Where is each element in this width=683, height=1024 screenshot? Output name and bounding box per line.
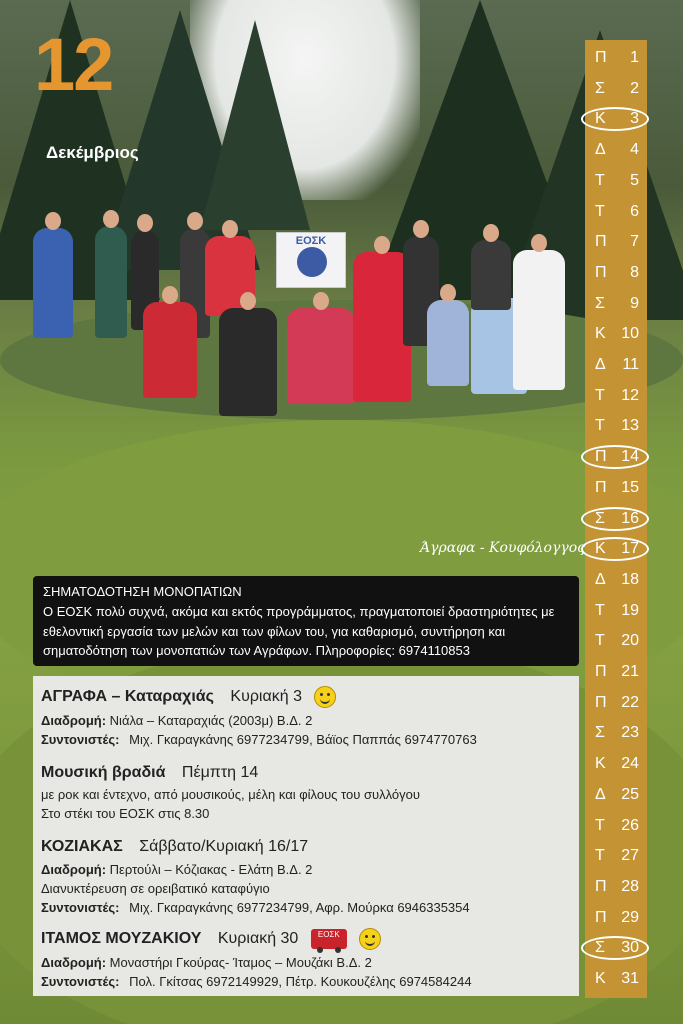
coordinators-text: Μιχ. Γκαραγκάνης 6977234799, Βάϊος Παππάς 6974770763: [129, 732, 477, 747]
hiker: [287, 308, 355, 404]
calendar-day: [585, 934, 647, 964]
event-3-note: Διανυκτέρευση σε ορειβατικό καταφύγιο: [41, 881, 270, 896]
event-1-coordinators: [41, 732, 477, 747]
club-banner: [276, 232, 346, 288]
event-3-coordinators: [41, 900, 470, 915]
route-text: Περτούλι – Κόζιακας - Ελάτη Β.Δ. 2: [109, 862, 313, 877]
event-2-header: [41, 764, 258, 782]
calendar-day: [585, 136, 647, 166]
weekday-letter: Π: [595, 908, 607, 926]
event-circle-mark: [581, 445, 649, 469]
weekday-letter: Δ: [595, 141, 606, 159]
calendar-day: [585, 842, 647, 872]
day-number: 25: [621, 785, 639, 803]
weekday-letter: Τ: [595, 171, 605, 189]
weekday-letter: Τ: [595, 847, 605, 865]
route-label: Διαδρομή:: [41, 955, 107, 970]
day-number: 4: [630, 141, 639, 159]
weekday-letter: Π: [595, 233, 607, 251]
day-number: 26: [621, 816, 639, 834]
calendar-day: [585, 781, 647, 811]
calendar-day: [585, 812, 647, 842]
smiley-icon: [314, 686, 336, 708]
hiker: [219, 308, 277, 416]
calendar-day: [585, 750, 647, 780]
club-emblem-icon: [297, 247, 327, 277]
weekday-letter: Δ: [595, 356, 606, 373]
event-3-title: ΚΟΖΙΑΚΑΣ: [41, 838, 123, 855]
day-number: 23: [621, 724, 639, 742]
event-circle-mark: [581, 507, 649, 531]
day-number: 12: [621, 386, 639, 404]
calendar-day: [585, 904, 647, 934]
day-number: 5: [630, 171, 639, 189]
hiker: [427, 300, 469, 386]
weekday-letter: Π: [595, 448, 607, 466]
weekday-letter: Σ: [595, 724, 605, 742]
weekday-letter: Σ: [595, 939, 605, 957]
coordinators-label: Συντονιστές:: [41, 732, 120, 747]
day-number: 12: [34, 23, 113, 106]
weekday-letter: Τ: [595, 601, 605, 619]
events-panel: [33, 676, 579, 996]
calendar-day: [585, 873, 647, 903]
hiker: [513, 250, 565, 390]
weekday-letter: Π: [595, 478, 607, 496]
calendar-day: [585, 320, 647, 350]
coordinators-text: Μιχ. Γκαραγκάνης 6977234799, Αφρ. Μούρκα 6946335354: [129, 900, 470, 915]
hiker: [471, 240, 511, 310]
day-number: 14: [621, 448, 639, 466]
weekday-letter: Τ: [595, 417, 605, 435]
calendar-day: [585, 44, 647, 74]
calendar-day: [585, 167, 647, 197]
calendar-day: [585, 382, 647, 412]
weekday-letter: Σ: [595, 509, 605, 527]
calendar-day: [585, 965, 647, 995]
weekday-letter: Τ: [595, 632, 605, 650]
day-number: 8: [630, 263, 639, 281]
event-2-title: Μουσική βραδιά: [41, 764, 166, 781]
hiker: [143, 302, 197, 398]
route-label: Διαδρομή:: [41, 713, 107, 728]
day-number: 22: [621, 693, 639, 711]
fir-tree: [200, 20, 310, 230]
event-3-route: [41, 862, 312, 877]
coordinators-label: Συντονιστές:: [41, 900, 120, 915]
calendar-day: [585, 198, 647, 228]
weekday-letter: Δ: [595, 785, 606, 803]
event-2-line2: Στο στέκι του ΕΟΣΚ στις 8.30: [41, 806, 210, 821]
calendar-day: [585, 719, 647, 749]
calendar-day: [585, 535, 647, 565]
event-2-when: Πέμπτη 14: [181, 764, 259, 781]
weekday-letter: Σ: [595, 294, 605, 312]
banner-text: ΕΟΣΚ: [295, 235, 327, 247]
notice-title: ΣΗΜΑΤΟΔΟΤΗΣΗ ΜΟΝΟΠΑΤΙΩΝ: [43, 584, 242, 599]
event-4-route: [41, 955, 372, 970]
day-number: 7: [630, 233, 639, 251]
event-4-header: [41, 928, 381, 950]
calendar-day: [585, 689, 647, 719]
event-1-title: ΑΓΡΑΦΑ – Καταραχιάς: [41, 688, 214, 706]
day-number: 6: [630, 202, 639, 220]
day-number: 2: [630, 79, 639, 97]
weekday-letter: Π: [595, 49, 607, 66]
calendar-day: [585, 75, 647, 105]
event-4-coordinators: [41, 974, 472, 989]
photo-caption: Άγραφα - Κουφόλογγος: [420, 540, 585, 556]
day-number: 30: [621, 939, 639, 957]
day-number: 29: [621, 908, 639, 926]
event-2-line1: με ροκ και έντεχνο, από μουσικούς, μέλη και φίλους του συλλόγου: [41, 787, 420, 802]
route-text: Νιάλα – Καταραχιάς (2003μ) Β.Δ. 2: [109, 713, 313, 728]
hiker: [33, 228, 73, 338]
calendar-day: [585, 597, 647, 627]
calendar-day: [585, 658, 647, 688]
calendar-day: [585, 566, 647, 596]
day-number: 3: [630, 110, 639, 128]
day-number: 19: [621, 601, 639, 619]
weekday-letter: Κ: [595, 325, 606, 343]
route-label: Διαδρομή:: [41, 862, 107, 877]
weekday-letter: Κ: [595, 755, 606, 773]
day-number: 15: [621, 478, 639, 496]
weekday-letter: Π: [595, 877, 607, 895]
trail-marking-notice: [33, 576, 579, 666]
day-number: 24: [621, 755, 639, 773]
day-number: 11: [622, 356, 639, 373]
smiley-icon: [359, 928, 381, 950]
day-number: 17: [621, 540, 639, 558]
event-1-route: [41, 713, 312, 728]
hiker: [95, 226, 127, 338]
weekday-letter: Π: [595, 693, 607, 711]
weekday-letter: Τ: [595, 816, 605, 834]
weekday-letter: Τ: [595, 386, 605, 404]
day-number: 10: [621, 325, 639, 343]
event-4-title: ΙΤΑΜΟΣ ΜΟΥΖΑΚΙΟΥ: [41, 930, 202, 948]
weekday-letter: Κ: [595, 970, 606, 987]
weekday-letter: Σ: [595, 79, 605, 97]
coordinators-text: Πολ. Γκίτσας 6972149929, Πέτρ. Κουκουζέλης 6974584244: [129, 974, 472, 989]
day-number: 13: [621, 417, 639, 435]
weekday-letter: Π: [595, 663, 607, 680]
day-number: 21: [621, 663, 639, 680]
event-4-when: Κυριακή 30: [217, 930, 299, 948]
weekday-letter: Κ: [595, 540, 606, 558]
event-3-when: Σάββατο/Κυριακή 16/17: [139, 838, 309, 855]
weekday-letter: Δ: [595, 570, 606, 588]
calendar-day: [585, 474, 647, 504]
calendar-day: [585, 627, 647, 657]
coordinators-label: Συντονιστές:: [41, 974, 120, 989]
day-number: 9: [630, 294, 639, 312]
event-1-when: Κυριακή 3: [230, 688, 302, 706]
event-1-header: [41, 686, 336, 708]
day-number: 18: [621, 570, 639, 588]
notice-body: Ο ΕΟΣΚ πολύ συχνά, ακόμα και εκτός προγράμματος, πραγματοποιεί δραστηριότητες με εθελοντική εργασία των μελών και των φίλων του, για καθαρισμό, συντήρηση και σηματοδότηση των μονοπατιών των Αγράφων. Πληροφορίες: 6974110853: [43, 604, 555, 658]
weekday-letter: Π: [595, 263, 607, 281]
calendar-day: [585, 505, 647, 535]
calendar-day: [585, 412, 647, 442]
calendar-day: [585, 443, 647, 473]
calendar-day: [585, 228, 647, 258]
day-number: 1: [630, 49, 639, 66]
calendar-day: [585, 290, 647, 320]
day-number: 27: [621, 847, 639, 865]
weekday-letter: Κ: [595, 110, 606, 128]
calendar-day: [585, 259, 647, 289]
month-name: Δεκέμβριος: [46, 143, 139, 162]
bus-icon: ΕΟΣΚ: [311, 929, 347, 949]
event-3-header: [41, 838, 308, 856]
calendar-day: [585, 351, 647, 381]
day-number: 20: [621, 632, 639, 650]
route-text: Μοναστήρι Γκούρας- Ίταμος – Μουζάκι Β.Δ. 2: [109, 955, 372, 970]
day-number: 28: [621, 877, 639, 895]
weekday-letter: Τ: [595, 202, 605, 220]
calendar-day: [585, 105, 647, 135]
day-number: 31: [621, 970, 639, 987]
day-number: 16: [621, 509, 639, 527]
